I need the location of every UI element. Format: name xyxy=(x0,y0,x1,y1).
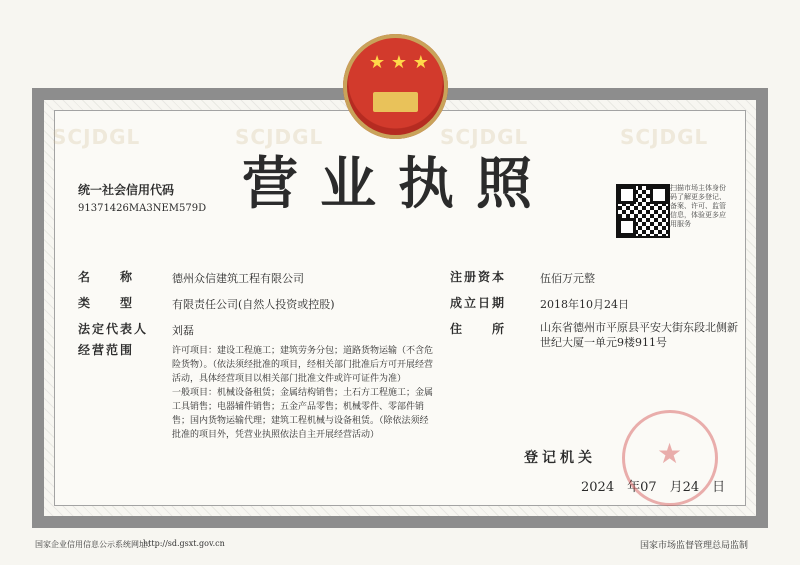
qr-corner xyxy=(650,186,668,204)
value-registered-capital: 伍佰万元整 xyxy=(540,272,595,285)
value-legal-rep: 刘磊 xyxy=(172,324,194,337)
value-address: 山东省德州市平原县平安大街东段北侧新世纪大厦一单元9楼911号 xyxy=(540,321,738,349)
credit-code-label: 统一社会信用代码 xyxy=(78,183,175,197)
document-title: 营业执照 xyxy=(242,152,554,217)
value-type: 有限责任公司(自然人投资或控股) xyxy=(172,298,335,311)
business-scope-text: 许可项目：建设工程施工；建筑劳务分包；道路货物运输（不含危险货物）。（依法须经批准的项目，经相关部门批准后方可开展经营活动，具体经营项目以相关部门批准文件或许可证件为准） 一般项目：机械设备租赁；金属结构销售；土石方工程施工；金属工具销售；电器辅件销售；五金产品零售；机械零件、零部件销售；国内货物运输代理；建筑工程机械与设备租赁。（除依法须经批准的项目外，凭营业执照依法自主开展经营活动） xyxy=(172,346,434,440)
qr-note: 扫描市场主体身份码了解更多登记、备案、许可、监管信息，体验更多应用服务 xyxy=(670,184,726,228)
gate-icon xyxy=(373,92,418,112)
seal-star-icon: ★ xyxy=(657,437,683,470)
label-legal-rep: 法定代表人 xyxy=(78,322,149,336)
watermark-text: SCJDGL xyxy=(440,125,529,149)
qr-corner xyxy=(618,218,636,236)
label-establish-date: 成立日期 xyxy=(450,296,507,310)
qr-code-icon xyxy=(616,184,670,238)
value-name: 德州众信建筑工程有限公司 xyxy=(172,272,304,285)
watermark-text: SCJDGL xyxy=(620,125,709,149)
footer-supervisor: 国家市场监督管理总局监制 xyxy=(640,541,749,551)
label-registered-capital: 注册资本 xyxy=(450,270,507,284)
credit-code-value: 91371426MA3NEM579D xyxy=(78,203,207,214)
value-establish-date: 2018年10月24日 xyxy=(540,298,629,311)
footer-url: http://sd.gsxt.gov.cn xyxy=(143,539,225,548)
national-emblem-icon xyxy=(343,34,448,139)
watermark-text: SCJDGL xyxy=(52,125,141,149)
footer-system-label: 国家企业信用信息公示系统网址： xyxy=(35,540,155,549)
official-seal xyxy=(622,410,718,506)
issue-date: 2024 年07 月24 日 xyxy=(581,480,726,495)
registration-authority-label: 登记机关 xyxy=(524,450,596,466)
qr-corner xyxy=(618,186,636,204)
label-business-scope: 经营范围 xyxy=(78,343,135,357)
label-address: 住 所 xyxy=(450,322,507,336)
watermark-text: SCJDGL xyxy=(235,125,324,149)
stars-icon: ★ ★ ★ xyxy=(369,52,429,73)
label-name: 名 称 xyxy=(78,270,135,284)
label-type: 类 型 xyxy=(78,296,135,310)
